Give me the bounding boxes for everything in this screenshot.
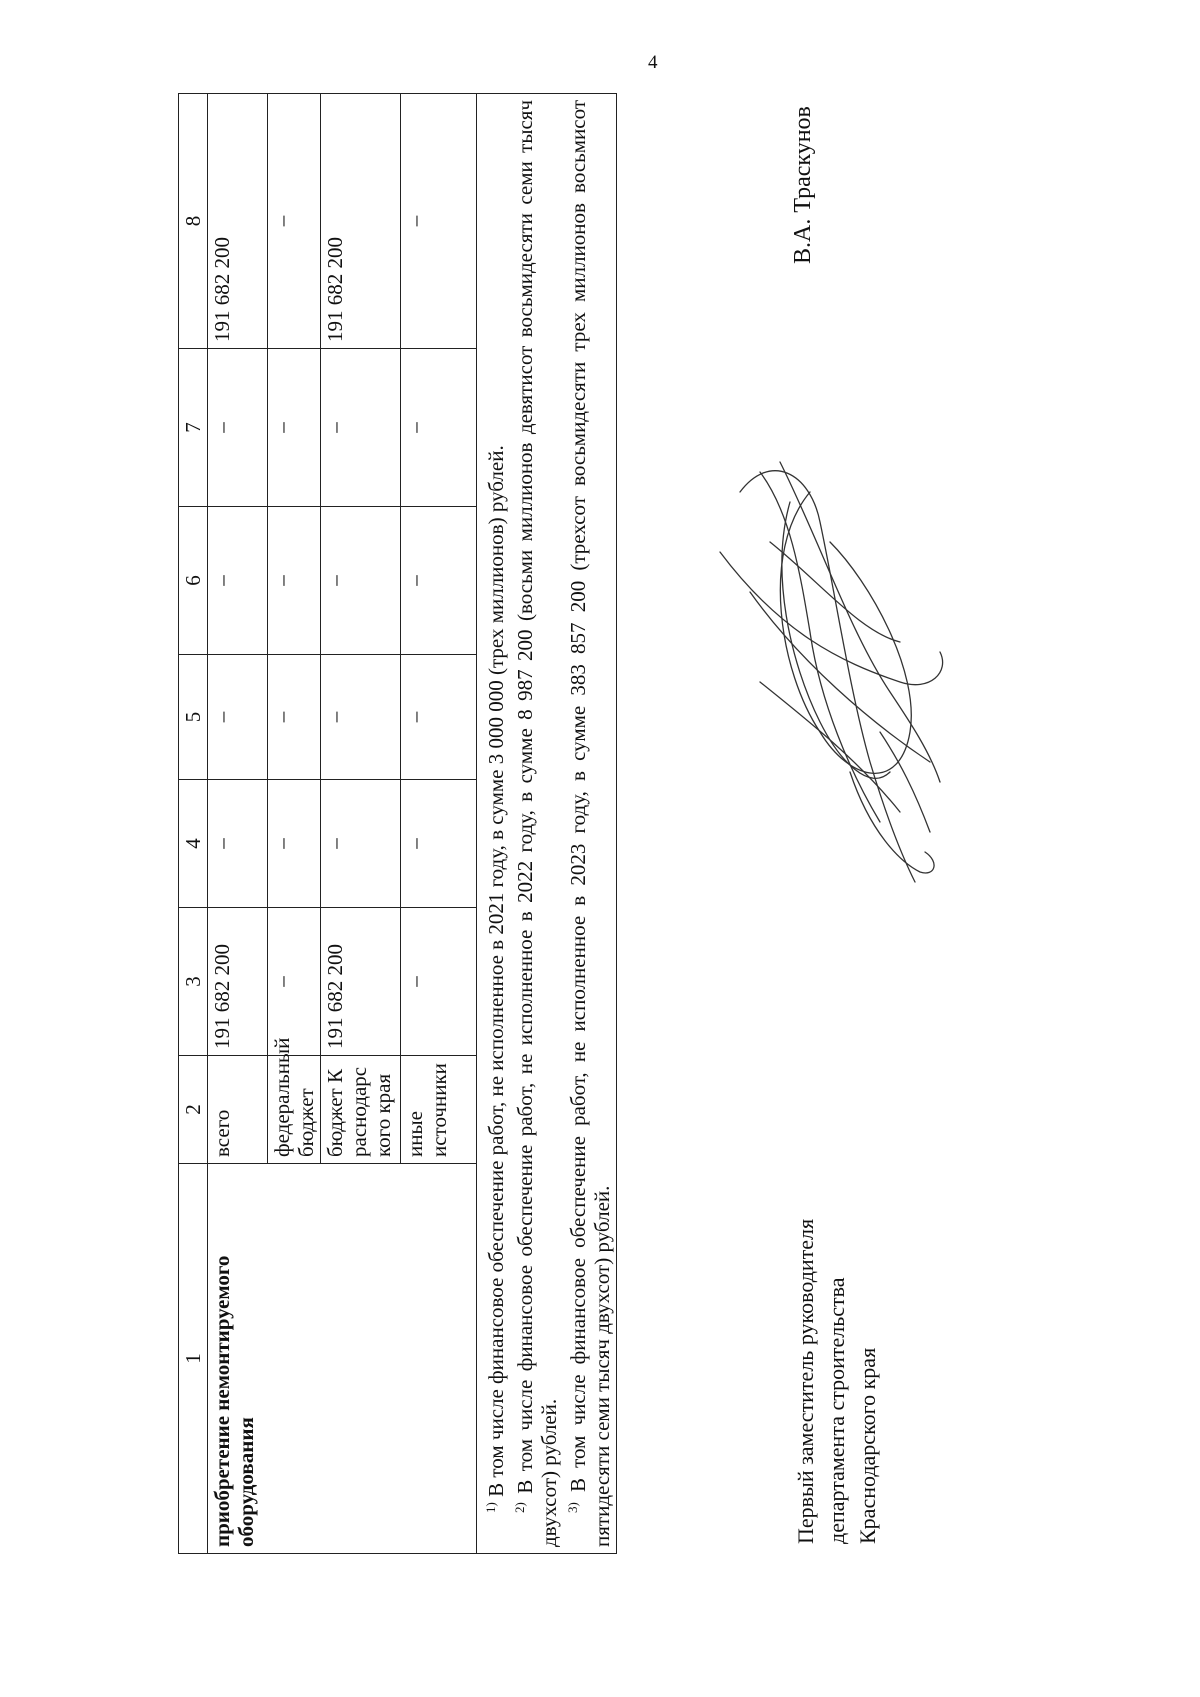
value-cell: – [401, 655, 477, 780]
value-cell: – [401, 780, 477, 908]
value-cell: – [208, 507, 268, 655]
page-number: 4 [648, 52, 658, 73]
value-cell: – [321, 349, 401, 507]
value-cell: – [401, 94, 477, 349]
value-cell: – [401, 507, 477, 655]
value-cell: – [208, 655, 268, 780]
column-header: 4 [179, 780, 208, 908]
signatory-title-line: Первый заместитель руководителя [793, 1218, 818, 1544]
footnote [508, 100, 561, 1547]
footnote-text: В том числе финансовое обеспечение работ, не исполненное в 2021 году, в сумме 3 000 000 (трех миллионов) рублей. [484, 445, 508, 1497]
value-cell: 191 682 200 [208, 94, 268, 349]
item-label-cell: приобретение немонтируемого оборудования [208, 1164, 477, 1554]
financing-table [178, 93, 617, 1554]
column-header: 1 [179, 1164, 208, 1554]
column-header: 8 [179, 94, 208, 349]
value-cell: – [268, 349, 321, 507]
signatory-title [790, 1219, 883, 1544]
column-header: 3 [179, 908, 208, 1056]
value-cell: 191 682 200 [321, 908, 401, 1056]
footnote-mark: 3) [565, 1502, 580, 1513]
table-row [208, 94, 268, 1554]
footnote-text: В том числе финансовое обеспечение работ, не исполненное в 2022 году, в сумме 8 987 200 (восьми миллионов девятисот восьмидесяти семи тысяч двухсот) рублей. [513, 99, 561, 1547]
value-cell: – [321, 780, 401, 908]
value-cell: – [321, 655, 401, 780]
source-cell: бюджет Краснодарского края [321, 1056, 401, 1164]
column-header: 2 [179, 1056, 208, 1164]
handwritten-signature [700, 432, 960, 902]
value-cell: – [268, 507, 321, 655]
value-cell: – [268, 655, 321, 780]
source-cell: федеральный бюджет [268, 1056, 321, 1164]
footnote-text: В том числе финансовое обеспечение работ, не исполненное в 2023 году, в сумме 383 857 200 (трехсот восьмидесяти трех миллионов восьмисот пятидесяти семи тысяч двухсот) рублей. [566, 100, 614, 1547]
value-cell: 191 682 200 [321, 94, 401, 349]
value-cell: – [321, 507, 401, 655]
footnote [479, 100, 508, 1547]
footnote-mark: 2) [512, 1502, 527, 1513]
footnotes-row [477, 94, 617, 1554]
value-cell: – [208, 349, 268, 507]
value-cell: – [208, 780, 268, 908]
rotated-content [178, 94, 880, 1554]
value-cell: – [401, 349, 477, 507]
column-header: 7 [179, 349, 208, 507]
value-cell: – [401, 908, 477, 1056]
signatory-title-line: Краснодарского края [855, 1347, 880, 1544]
footnote-mark: 1) [483, 1502, 498, 1513]
value-cell: – [268, 780, 321, 908]
source-cell: иные источники [401, 1056, 477, 1164]
footnote [561, 100, 614, 1547]
value-cell: 191 682 200 [208, 908, 268, 1056]
signatory-title-line: департамента строительства [824, 1277, 849, 1544]
footnotes-cell [477, 94, 617, 1554]
value-cell: – [268, 908, 321, 1056]
value-cell: – [268, 94, 321, 349]
table-header-row [179, 94, 208, 1554]
column-header: 5 [179, 655, 208, 780]
signatory-name: В.А. Траскунов [790, 106, 816, 264]
column-header: 6 [179, 507, 208, 655]
source-cell: всего [208, 1056, 268, 1164]
